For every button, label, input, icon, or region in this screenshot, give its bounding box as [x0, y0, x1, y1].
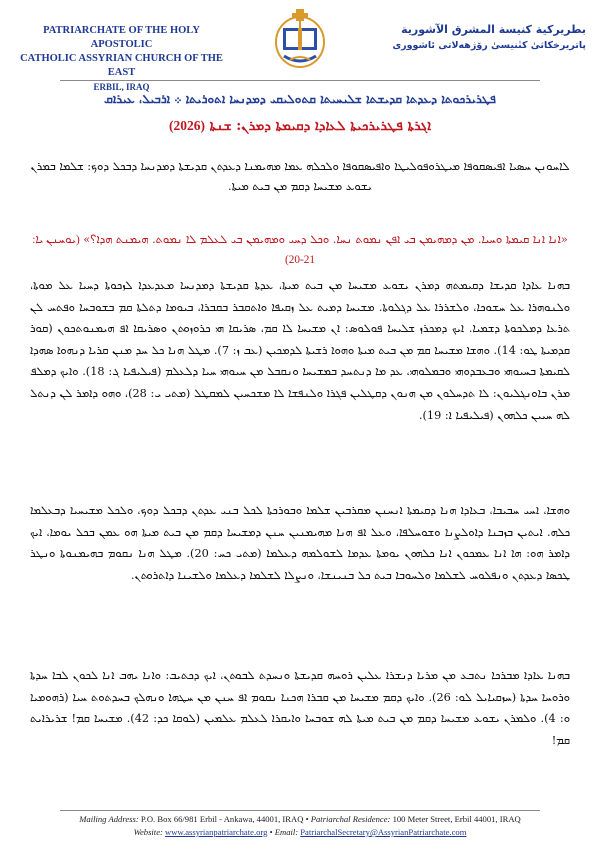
institution-title-syriac: ܦܛܪܝܪܟܘܬܐ ܕܥܕܬܐ ܩܕܝܫܬܐ ܫܠܝܚܝܬܐ ܩܬܘܠܝܩܝ ܕܡܕܢܚܐ ܐܬܘܪܝܬܐ ܀ ܐܪܒܝܠ، ܥܝܪܐܩ	[104, 92, 496, 106]
footer-divider	[60, 810, 540, 811]
letterhead	[0, 0, 600, 92]
quote-reference: (ܝܘܚܢܢ ܝܐ: 21-20)	[32, 234, 316, 266]
letter-title	[30, 118, 570, 134]
body-paragraph-1: ܒܗܢܐ ܥܐܕܐ ܩܕܝܫܐ ܕܩܝܡܬܗ ܕܡܪܢ ܝܫܘܥ ܡܫܝܚܐ ܡܢ ܒܝܬ ܡܝܬܐ، ܥܕܬܐ ܩܕܝܫܬܐ ܕܡܕܢܚܐ ܡܥܕܥܕܐ ܠܙܟܘܬܐ ܕܚܝܐ ܥܠ ܡܘܬܐ، ܘܠܢܘܗܪܐ ܥܠ ܚܫܘܟܐ، ܘܠܫܪܪܐ ܥܠ ܕܓܠܘܬܐ. ܡܫܝܚܐ ܕܡܝܬ ܥܠ ܙܩܝܦܐ ܘܐܬܩܒܪ ܒܩܒܪܐ، ܒܝܘܡܐ ܕܬܠܬܐ ܩܡ ܒܫܘܒܚܐ ܘܦܬܚ ܠܢ ܬܪܥܐ ܕܡܠܟܘܬܐ ܕܫܡܝܐ. ܐܝܟ ܕܡܟܪܙ ܫܠܝܚܐ ܦܘܠܘܣ: ܐܢ ܡܫܝܚܐ ܠܐ ܩܡ، ܣܪܝܩܐ ܗܝ ܟܪܘܙܘܬܢ ܘܣܪܝܩܐ ܐܦ ܗܝܡܢܘܬܟܘܢ (ܩܘܪ ܩܕܡܝܬܐ ܛܘ: 14). ܘܗܫܐ ܡܫܝܚܐ ܩܡ ܡܢ ܒܝܬ ܡܝܬܐ ܘܗܘܐ ܪܫܝܬܐ ܠܕܡܟܝܢ (ܥܒ ܙ: 7). ܡܛܠ ܗܢܐ ܟܠ ܚܕ ܡܢܢ ܩܪܝܐ ܕܢܗܘܐ ܣܗܕܐ ܠܩܝܡܬܐ ܒܚܝܘܗܝ ܘܒܥܒܕܘܗܝ ܘܒܡܠܘܗܝ، ܥܕ ܡܐ ܕܢܬܚܕ ܒܡܫܝܚܐ ܘܢܩܒܠ ܡܢ ܚܝܘܗܝ ܚܝܐ ܕܠܥܠܡ (ܦܝܠܝܦܝܐ ܓ: 18). ܘܐܝܟ ܕܡܠܦ ܡܪܢ ܒܐܘܢܓܠܝܘܢ: ܠܐ ܬܕܚܠܘܢ ܡܢ ܗܢܘܢ ܕܩܛܠܝܢ ܦܓܪܐ ܘܠܢܦܫܐ ܠܐ ܡܫܟܚܝܢ ܠܡܩܛܠ (ܡܬܝ ܝ: 28)، ܘܗܘ ܕܐܡܪ ܠܢ ܕܢܬܠ ܠܗ ܚܝܝܢ ܟܠܗܘܢ (ܦܝܠܝܦܝܐ ܐ: 19).	[30, 279, 571, 422]
arabic-line-1: بطريركية كنيسة المشرق الآشورية	[401, 23, 586, 36]
letter-year: (2026)	[168, 118, 205, 133]
quote-text: «ܐܢܐ ܐܢܐ ܩܝܡܬܐ ܘܚܝܐ. ܡܢ ܕܡܗܝܡܢ ܒܝ ܐܦܢ ܢܡܘܬ ܢܚܐ. ܘܟܠ ܕܚܝ ܘܡܗܝܡܢ ܒܝ ܠܥܠܡ ܠܐ ܢܡܘܬ. ܗܝܡܢܬ ܗܕܐ؟»	[83, 233, 568, 246]
residence-label: Patriarchal Residence:	[310, 814, 391, 824]
church-crest-icon	[274, 6, 326, 72]
footer-separator: •	[305, 814, 311, 824]
english-line-1: PATRIARCHATE OF THE HOLY APOSTOLIC	[43, 25, 200, 50]
body-paragraph-2: ܘܗܫܐ، ܐܚܝ ܚܒܝܒܐ، ܒܥܐܕܐ ܗܢܐ ܕܩܝܡܬܐ ܐܢܚܢܢ ܡܩܪܒܝܢ ܫܠܡܐ ܘܒܘܪܟܬܐ ܠܟܠ ܒܢܝ ܥܕܬܢ ܕܒܟܠ ܕܘܟ، ܘܠܟܠ ܡܫܝܚܝܐ ܕܒܥܠܡܐ ܟܠܗ. ܐܝܬܝܢ ܒܙܒܢܐ ܕܐܘܠܨܢܐ ܘܫܘܚܠܦܐ، ܘܥܠ ܐܦ ܗܢܐ ܡܗܝܡܢܝܢ ܚܢܢ ܕܡܫܝܚܐ ܕܩܡ ܡܢ ܒܝܬ ܡܝܬܐ ܗܘ ܥܡܢ ܒܟܠ ܝܘܡܐ، ܐܝܟ ܕܐܡܪ ܗܘ: ܗܐ ܐܢܐ ܥܡܟܘܢ ܐܢܐ ܟܠܗܘܢ ܝܘܡܬܐ ܥܕܡܐ ܠܫܘܠܡܗ ܕܥܠܡܐ (ܡܬܝ ܟܚ: 20). ܡܛܠ ܗܢܐ ܢܩܘܡ ܒܗܝܡܢܘܬܐ ܘܢܛܪ ܛܟܣܐ ܕܥܕܬܢ ܘܢܦܠܘܚ ܠܫܠܡܐ ܘܠܚܘܒܐ ܒܝܬ ܟܠ ܒܢܝܢܫܐ، ܘܢܨܠܐ ܠܫܠܡܐ ܕܥܠܡܐ ܘܠܫܝܢܐ ܕܐܬܪܘܬܢ.	[30, 504, 570, 582]
body-paragraph-3: ܒܗܢܐ ܥܐܕܐ ܡܒܪܟܐ ܢܬܒܥ ܡܢ ܡܪܝܐ ܕܢܫܪܐ ܥܠܝܢ ܪܘܚܗ ܩܕܝܫܬܐ ܘܢܚܕܬ ܠܒܘܬܢ، ܐܝܟ ܕܟܬܝܒ: ܘܐܢܐ ܝܗܒ ܐܢܐ ܠܟܘܢ ܠܒܐ ܚܕܬܐ ܘܪܘܚܐ ܚܕܬܐ (ܚܙܩܝܐܝܠ ܠܘ: 26). ܘܐܝܟ ܕܩܡ ܡܫܝܚܐ ܡܢ ܩܒܪܐ ܗܟܢܐ ܢܩܘܡ ܐܦ ܚܢܢ ܡܢ ܚܛܗܐ ܘܢܗܠܟ ܒܚܕܬܘܬ ܚܝܐ (ܪܗܘܡܝܐ ܘ: 4). ܘܠܡܪܢ ܝܫܘܥ ܡܫܝܚܐ ܕܩܡ ܡܢ ܒܝܬ ܡܝܬܐ ܠܗ ܫܘܒܚܐ ܘܐܝܩܪܐ ܠܥܠܡ ܥܠܡܝܢ (ܠܘܩܐ ܟܕ: 42). ܡܫܝܚܐ ܩܡ! ܫܪܝܪܐܝܬ ܩܡ!	[30, 669, 571, 747]
kurdish-line-2: پاتريرخكاثىٰ كىٰنيسىٰ رۆژهەلاتى ئاشووری	[392, 40, 586, 51]
english-line-2: CATHOLIC ASSYRIAN CHURCH OF THE EAST	[20, 53, 223, 78]
footer-separator: •	[269, 827, 275, 837]
residence-address: 100 Meter Street, Erbil 44001, IRAQ	[392, 814, 521, 824]
email-label: Email:	[274, 827, 299, 837]
footer	[20, 813, 580, 839]
english-line-3: ERBIL, IRAQ	[93, 82, 150, 92]
mailing-address-label: Mailing Address:	[79, 814, 139, 824]
scripture-quote	[30, 230, 570, 270]
email-link[interactable]: PatriarchalSecretary@AssyrianPatriarchate.com	[300, 827, 467, 837]
website-link[interactable]: www.assyrianpatriarchate.org	[165, 827, 268, 837]
arabic-letterhead	[371, 22, 586, 54]
english-letterhead	[14, 24, 229, 94]
website-label: Website:	[133, 827, 163, 837]
footer-line-2	[20, 826, 580, 839]
salutation: ܠܐܚܘܢܢ ܚܣܝܐ ܐܦܝܣܩܘܦܐ ܡܝܛܪܘܦܘܠܝܛܐ ܘܐܦܝܣܩܘܦܐ ܘܠܟܠܗ ܥܡܐ ܡܗܝܡܢܐ ܕܥܕܬܢ ܩܕܝܫܬܐ ܕܡܕܢܚܐ ܕܒܟܠ ܕܘܟ: ܫܠܡܐ ܒܡܪܢ ܝܫܘܥ ܡܫܝܚܐ ܕܩܡ ܡܢ ܒܝܬ ܡܝܬܐ.	[30, 160, 570, 193]
footer-line-1	[20, 813, 580, 826]
letter-title-text: ܐܓܪܬܐ ܦܛܪܝܪܟܝܬܐ ܠܥܐܕܐ ܕܩܝܡܬܐ ܕܡܪܢ: ܫܢܬܐ	[209, 118, 432, 134]
header-divider	[60, 80, 540, 81]
mailing-address: P.O. Box 66/981 Erbil - Ankawa, 44001, IRAQ	[140, 814, 304, 824]
